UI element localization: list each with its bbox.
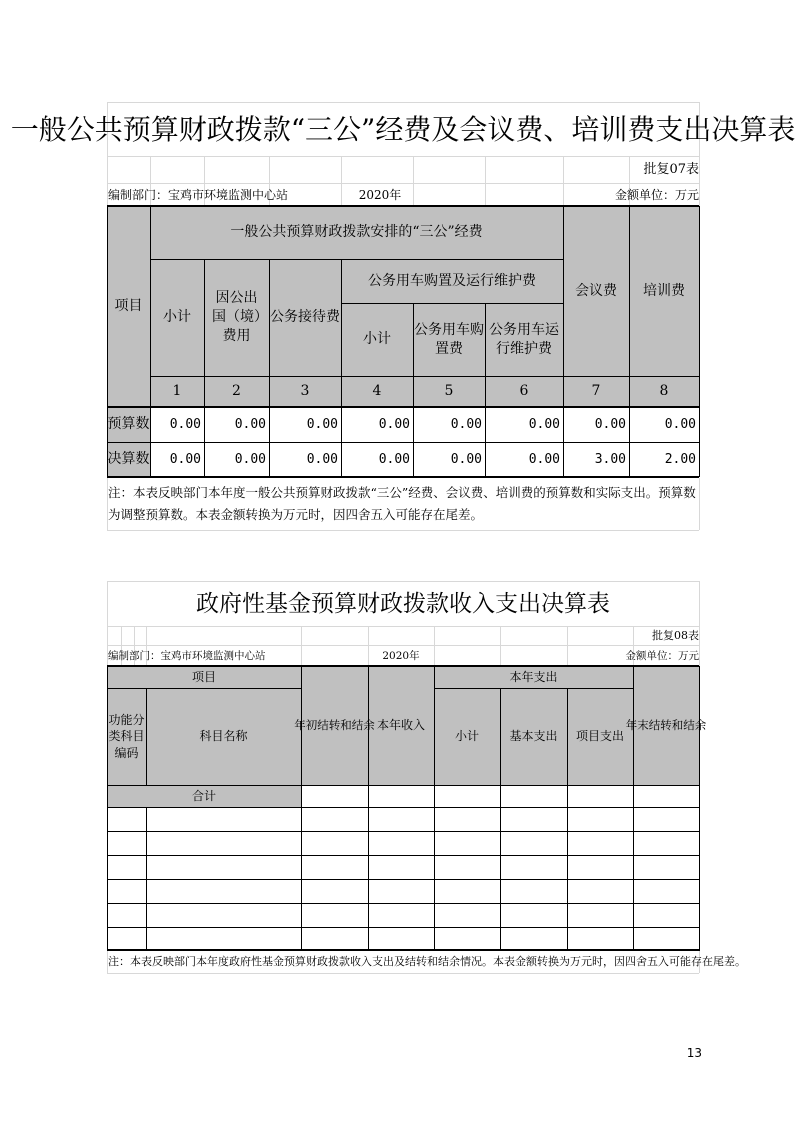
col-number: 6 (519, 383, 529, 400)
header-abroad: 因公出国（境）费用 (212, 290, 261, 344)
table-cell: 0.00 (594, 416, 626, 432)
header-basic: 基本支出 (509, 729, 558, 744)
col-number: 7 (591, 383, 601, 400)
table-cell: 0.00 (450, 451, 482, 467)
table-08-year: 2020年 (382, 649, 420, 662)
header-vehicle-subtotal: 小计 (363, 331, 391, 348)
header-subtotal: 小计 (163, 309, 191, 326)
header-reception: 公务接待费 (270, 309, 340, 326)
row-label-final: 决算数 (107, 451, 150, 468)
header-vehicle-group: 公务用车购置及运行维护费 (368, 272, 536, 289)
table-08-unit: 金额单位：万元 (625, 649, 699, 662)
header-project: 项目支出 (575, 729, 624, 744)
table-cell: 0.00 (306, 416, 338, 432)
table-07-code: 批复07表 (643, 162, 699, 178)
table-cell: 2.00 (664, 451, 696, 467)
col-number: 3 (300, 383, 310, 400)
table-08-title: 政府性基金预算财政拨款收入支出决算表 (196, 591, 610, 618)
table-08-dept: 编制部门：宝鸡市环境监测中心站 (108, 649, 266, 662)
header-begin-balance: 年初结转和结余 (294, 717, 375, 732)
table-cell: 0.00 (234, 416, 266, 432)
row-label-budget: 预算数 (107, 416, 150, 433)
table-07-dept: 编制部门：宝鸡市环境监测中心站 (108, 187, 289, 202)
header-subject-name: 科目名称 (199, 729, 248, 744)
header-item: 项目 (191, 669, 216, 684)
table-07-year: 2020年 (358, 187, 402, 202)
col-number: 8 (659, 383, 669, 400)
table-cell: 0.00 (528, 416, 560, 432)
table-cell: 0.00 (169, 416, 201, 432)
table-07-note: 注：本表反映部门本年度一般公共预算财政拨款“三公”经费、会议费、培训费的预算数和实际支出。预算数为调整预算数。本表金额转换为万元时，因四舍五入可能存在尾差。 (108, 485, 696, 522)
col-number: 1 (172, 383, 182, 400)
col-number: 2 (232, 383, 241, 400)
header-expense-group: 本年支出 (509, 669, 558, 684)
header-func-code: 功能分类科目编码 (108, 713, 145, 760)
total-row-label: 合计 (191, 788, 216, 803)
table-cell: 0.00 (664, 416, 696, 432)
table-08-code: 批复08表 (652, 628, 699, 642)
header-item: 项目 (114, 298, 143, 315)
header-subtotal: 小计 (454, 729, 479, 744)
header-income: 本年收入 (376, 718, 425, 733)
table-cell: 0.00 (450, 416, 482, 432)
table-cell: 0.00 (528, 451, 560, 467)
col-number: 5 (444, 383, 454, 400)
table-cell: 0.00 (306, 451, 338, 467)
table-07-unit: 金额单位：万元 (614, 187, 699, 202)
table-cell: 3.00 (594, 451, 626, 467)
table-08-note: 注：本表反映部门本年度政府性基金预算财政拨款收入支出及结转和结余情况。本表金额转换为万元时，因四舍五入可能存在尾差。 (108, 955, 746, 968)
table-cell: 0.00 (378, 416, 410, 432)
table-cell: 0.00 (169, 451, 201, 467)
table-cell: 0.00 (234, 451, 266, 467)
page-number: 13 (686, 1046, 702, 1060)
header-vehicle-operation: 公务用车运行维护费 (489, 321, 559, 357)
header-end-balance: 年末结转和结余 (625, 717, 707, 732)
header-meeting: 会议费 (575, 282, 617, 299)
table-cell: 0.00 (378, 451, 410, 467)
header-vehicle-purchase: 公务用车购置费 (414, 321, 484, 357)
table-07-title: 一般公共预算财政拨款“三公”经费及会议费、培训费支出决算表 (10, 113, 796, 147)
header-three-public-group: 一般公共预算财政拨款安排的“三公”经费 (230, 224, 483, 241)
header-training: 培训费 (643, 282, 685, 299)
col-number: 4 (372, 383, 382, 400)
